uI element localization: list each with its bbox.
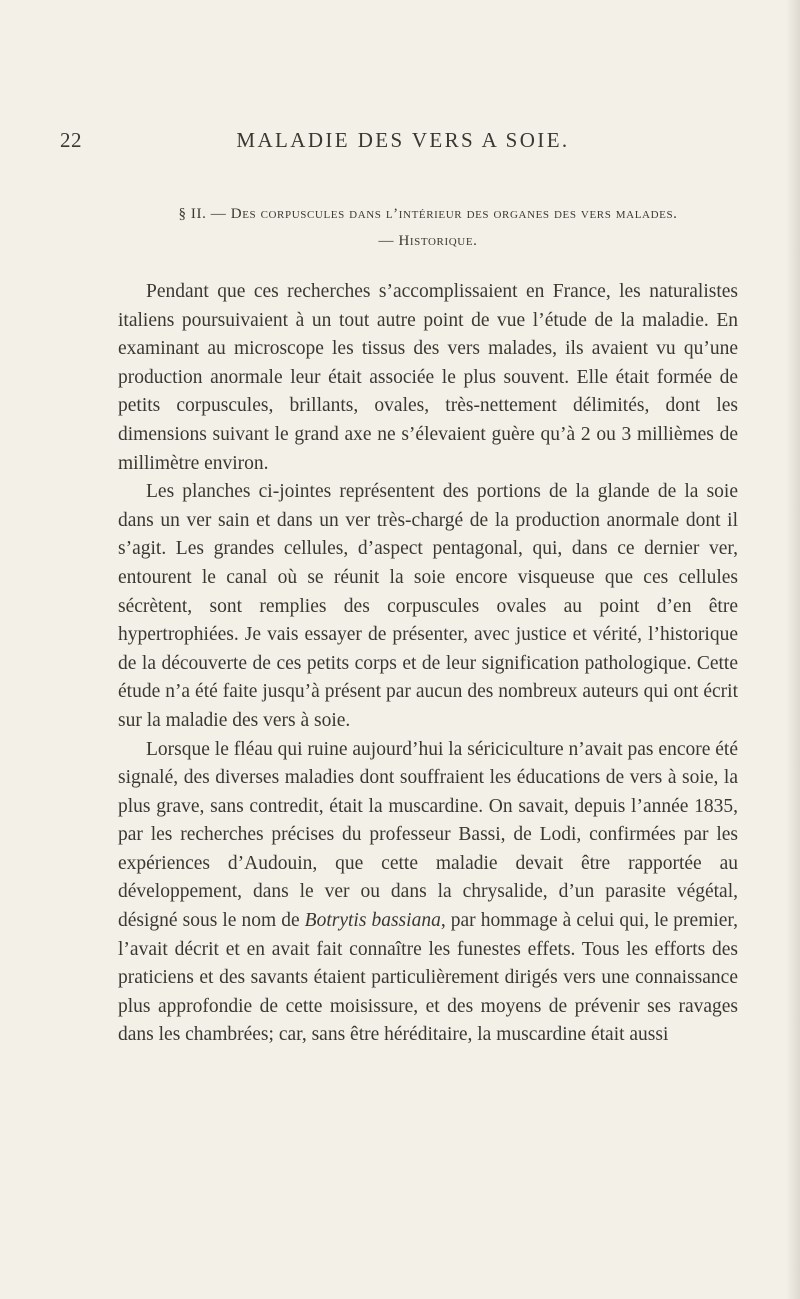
paragraph-2: Les planches ci-jointes représentent des portions de la glande de la soie dans un ver sain et dans un ver très-chargé de la production anormale dont il s’agit. Les grandes cellules, d’aspect pentagonal, qui, dans ce dernier ver, entourent le canal où se réunit la soie encore visqueuse que ces cellules sécrètent, sont remplies des corpuscules ovales au point d’en être hypertrophiées. Je vais essayer de présenter, avec justice et vérité, l’historique de la découverte de ces petits corps et de leur signification pathologique. Cette étude n’a été faite jusqu’à présent par aucun des nombreux auteurs qui ont écrit sur la maladie des vers à soie. [118, 481, 738, 731]
section-heading-line-2: — Historique. [378, 233, 478, 249]
page-header [60, 128, 746, 152]
section-heading [118, 201, 738, 255]
page-number: 22 [60, 128, 82, 152]
body-text [118, 278, 738, 1050]
running-title: MALADIE DES VERS A SOIE. [236, 128, 570, 152]
page-edge-shadow [786, 0, 800, 1299]
paragraph-3-part-2: , par hommage à celui qui, le premier, l’avait décrit et en avait fait connaître les funestes effets. Tous les efforts des praticiens et des savants étaient particulièrement dirigés vers une connaissance plus approfondie de cette moisissure, et des moyens de prévenir ses ravages dans les chambrées; car, sans être héréditaire, la muscardine était aussi [118, 910, 739, 1046]
paragraph-1: Pendant que ces recherches s’accomplissaient en France, les naturalistes italiens poursuivaient à un tout autre point de vue l’étude de la maladie. En examinant au microscope les tissus des vers malades, ils avaient vu qu’une production anormale leur était associée le plus souvent. Elle était formée de petits corpuscules, brillants, ovales, très-nettement délimités, dont les dimensions suivant le grand axe ne s’élevaient guère qu’à 2 ou 3 millièmes de millimètre environ. [118, 281, 738, 474]
species-name: Botrytis bassiana [304, 910, 441, 932]
paragraph-3 [118, 736, 738, 1051]
section-heading-line-1: § II. — Des corpuscules dans l’intérieur des organes des vers malades. [178, 206, 678, 222]
paragraph-3-part-1: Lorsque le fléau qui ruine aujourd’hui la sériciculture n’avait pas encore été signalé, des diverses maladies dont souffraient les éducations de vers à soie, la plus grave, sans contredit, était la muscardine. On savait, depuis l’année 1835, par les recherches précises du professeur Bassi, de Lodi, confirmées par les expériences d’Audouin, que cette maladie devait être rapportée au développement, dans le ver ou dans la chrysalide, d’un parasite végétal, désigné sous le nom de [118, 738, 738, 932]
